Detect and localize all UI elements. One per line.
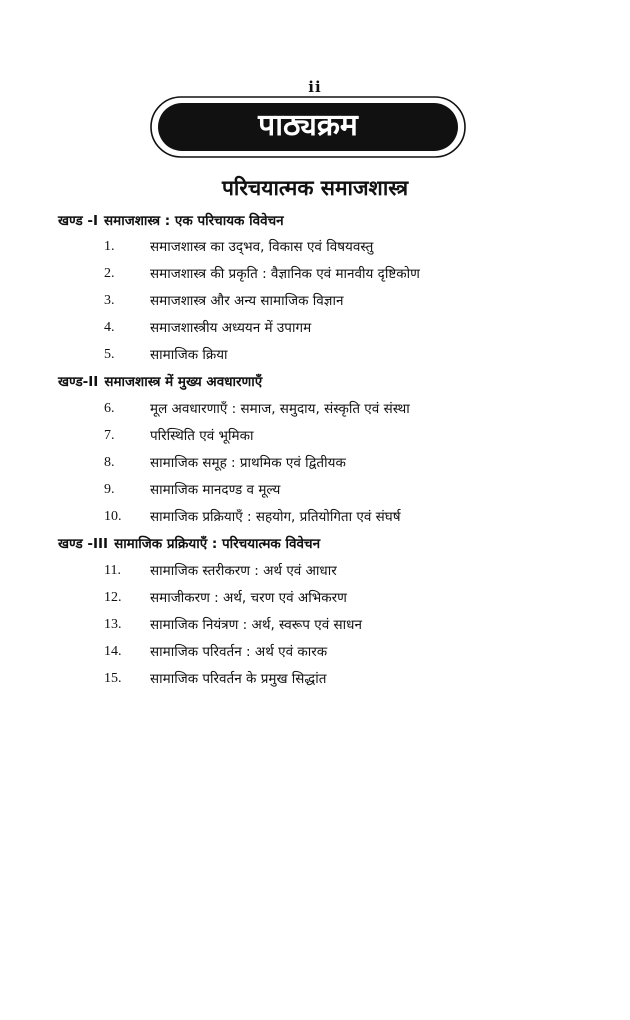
topic-item <box>0 560 630 582</box>
section-label: खण्ड -III <box>58 536 109 552</box>
topic-number: 15. <box>104 671 122 686</box>
section-heading <box>58 533 320 555</box>
topic-number: 10. <box>104 509 122 524</box>
banner-title: पाठ्यक्रम <box>258 108 358 143</box>
topic-number: 9. <box>104 482 115 497</box>
section-heading <box>58 210 284 232</box>
topic-item <box>0 587 630 609</box>
section-title: समाजशास्त्र : एक परिचायक विवेचन <box>104 213 284 229</box>
subject-title: परिचयात्मक समाजशास्त्र <box>221 176 409 200</box>
topic-number: 11. <box>104 563 121 578</box>
section-title: सामाजिक प्रक्रियाएँ : परिचयात्मक विवेचन <box>114 536 321 552</box>
topic-text: समाजशास्त्र की प्रकृति : वैज्ञानिक एवं मानवीय दृष्टिकोण <box>150 266 420 282</box>
topic-text: मूल अवधारणाएँ : समाज, समुदाय, संस्कृति एवं संस्था <box>150 401 410 417</box>
topic-text: समाजीकरण : अर्थ, चरण एवं अभिकरण <box>150 590 347 606</box>
topic-item <box>0 668 630 690</box>
page-number: ii <box>308 78 322 96</box>
topic-text: सामाजिक परिवर्तन : अर्थ एवं कारक <box>150 644 328 660</box>
topic-text: सामाजिक परिवर्तन के प्रमुख सिद्धांत <box>150 671 327 687</box>
topic-item <box>0 506 630 528</box>
topic-number: 7. <box>104 428 115 443</box>
syllabus-banner <box>150 96 466 158</box>
section-label: खण्ड -I <box>58 213 99 229</box>
topic-item <box>0 614 630 636</box>
topic-text: परिस्थिति एवं भूमिका <box>150 428 254 444</box>
topic-item <box>0 398 630 420</box>
section-label: खण्ड-II <box>58 374 99 390</box>
topic-text: समाजशास्त्र और अन्य सामाजिक विज्ञान <box>150 293 344 309</box>
topic-number: 8. <box>104 455 115 470</box>
topic-number: 6. <box>104 401 115 416</box>
topic-text: सामाजिक मानदण्ड व मूल्य <box>150 482 281 498</box>
topic-number: 3. <box>104 293 115 308</box>
topic-number: 14. <box>104 644 122 659</box>
topic-item <box>0 641 630 663</box>
topic-text: समाजशास्त्रीय अध्ययन में उपागम <box>150 320 312 336</box>
topic-item <box>0 290 630 312</box>
topic-number: 1. <box>104 239 115 254</box>
topic-number: 4. <box>104 320 115 335</box>
topic-text: सामाजिक समूह : प्राथमिक एवं द्वितीयक <box>150 455 346 471</box>
topic-text: सामाजिक प्रक्रियाएँ : सहयोग, प्रतियोगिता एवं संघर्ष <box>150 509 401 525</box>
topic-item <box>0 452 630 474</box>
topic-item <box>0 236 630 258</box>
topic-item <box>0 479 630 501</box>
topic-item <box>0 263 630 285</box>
topic-text: सामाजिक क्रिया <box>150 347 228 363</box>
topic-text: समाजशास्त्र का उद्‌भव, विकास एवं विषयवस्तु <box>150 239 374 255</box>
topic-number: 5. <box>104 347 115 362</box>
topic-text: सामाजिक नियंत्रण : अर्थ, स्वरूप एवं साधन <box>150 617 362 633</box>
section-heading <box>58 371 262 393</box>
topic-item <box>0 425 630 447</box>
topic-item <box>0 317 630 339</box>
topic-number: 13. <box>104 617 122 632</box>
topic-item <box>0 344 630 366</box>
topic-number: 12. <box>104 590 122 605</box>
section-title: समाजशास्त्र में मुख्य अवधारणाएँ <box>104 374 263 390</box>
topic-number: 2. <box>104 266 115 281</box>
topic-text: सामाजिक स्तरीकरण : अर्थ एवं आधार <box>150 563 337 579</box>
